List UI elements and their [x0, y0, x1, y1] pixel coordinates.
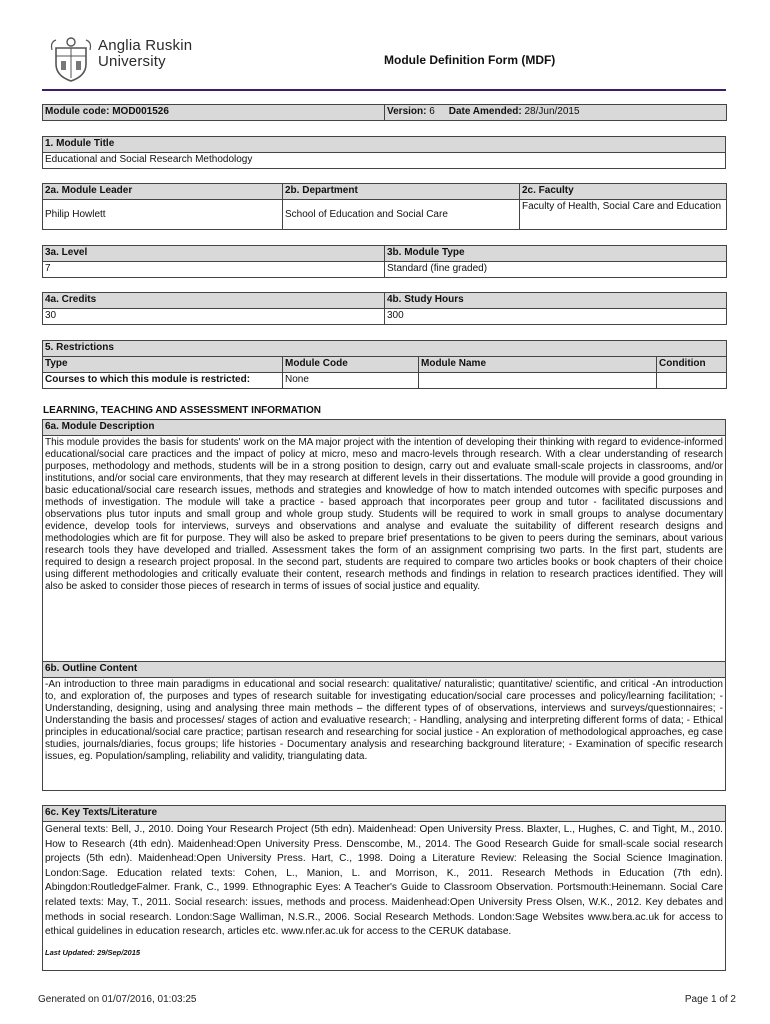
lta-heading: LEARNING, TEACHING AND ASSESSMENT INFORMATION	[43, 405, 321, 416]
restrictions-row-label: Courses to which this module is restricted:	[43, 373, 283, 389]
outline-label: 6b. Outline Content	[43, 662, 726, 678]
restrictions-col-code: Module Code	[283, 357, 419, 373]
level-table	[42, 245, 727, 278]
module-code: Module code: MOD001526	[43, 105, 385, 121]
module-type-label: 3b. Module Type	[385, 246, 727, 262]
crest-icon	[50, 34, 92, 82]
restrictions-col-condition: Condition	[657, 357, 727, 373]
date-amended-value: 28/Jun/2015	[524, 106, 580, 117]
module-title-value: Educational and Social Research Methodology	[43, 153, 726, 169]
credits-value: 30	[43, 309, 385, 325]
level-label: 3a. Level	[43, 246, 385, 262]
restrictions-label: 5. Restrictions	[43, 341, 727, 357]
description-text: This module provides the basis for students' work on the MA major project with the intention of developing their thinking with regard to evidence-informed educational/social care practices and the impact of policy at micro, meso and macro-levels through research. With a clear understanding of research purposes, methodology and methods, students will be in a strong position to design, carry out and evaluate small-scale projects in classrooms, and/or institutions, and/or social care environments, that they may research at different levels in their dissertations. The module will provide a good grounding in basic educational/social care research issues, methods and strategies and knowledge of how to match intended outcomes with specific purposes and methods of investigation. The module will take a practice - based approach that incorporates peer group and tutor - facilitated discussions and observations plus tutor inputs and small group and whole group study. Students will be required to work in small groups to analyse documentary evidence, develop tools for interviews, surveys and observations and analyse and evaluate the suitability of different research designs and methodologies which are fit for purpose. They will also be asked to prepare brief presentations to be given to peers during the seminars, about various research tools they have developed and trialled. Assessment takes the form of an assignment comprising two parts. In the first part, students are required to design a research project proposal. In the second part, students are required to compare two articles books or book chapters of their choice using different methodologies and critically evaluate their content, research methods and findings in relation to research practices identified. They will also be asked to consider those pieces of research in terms of issues of social justice and equality.	[43, 436, 726, 663]
module-leader-table	[42, 183, 727, 230]
credits-label: 4a. Credits	[43, 293, 385, 309]
module-title-label: 1. Module Title	[43, 137, 726, 153]
header-divider	[42, 89, 726, 91]
faculty-value: Faculty of Health, Social Care and Education	[520, 200, 727, 230]
description-label: 6a. Module Description	[43, 420, 726, 436]
study-hours-label: 4b. Study Hours	[385, 293, 727, 309]
university-logo	[50, 34, 210, 84]
faculty-label: 2c. Faculty	[520, 184, 727, 200]
module-title-table	[42, 136, 726, 169]
study-hours-value: 300	[385, 309, 727, 325]
restrictions-table	[42, 340, 727, 389]
restrictions-row-code: None	[283, 373, 419, 389]
literature-label: 6c. Key Texts/Literature	[43, 806, 726, 822]
restrictions-col-name: Module Name	[419, 357, 657, 373]
credits-table	[42, 292, 727, 325]
date-amended-label: Date Amended:	[448, 106, 522, 117]
module-leader-value: Philip Howlett	[43, 200, 283, 230]
literature-text: General texts: Bell, J., 2010. Doing Your Research Project (5th edn). Maidenhead: Open University Press. Blaxter, L., Hughes, C. and Tight, M., 2010. How to Research (4th edn). Maidenhead:Open University Press. Denscombe, M., 2014. The Good Research Guide for small-scale social research projects (5th edn). Maidenhead:Open University Press. Hart, C., 1998. Doing a Literature Review: Releasing the Social Science Imagination. London:Sage. Education related texts: Cohen, L., Manion, L. and Morrison, K., 2011. Research Methods in Education (7th edn). Abingdon:RoutledgeFalmer. Frank, C., 1999. Ethnographic Eyes: A Teacher's Guide to Classroom Observation. Portsmouth:Heinemann. Social Care related texts: May, T., 2011. Social research: issues, methods and process. Maidenhead:Open University Press Olsen, W.K., 2012. Key debates and methods in social research. London:Sage Walliman, N.S.R., 2006. Social Research Methods. London:Sage Websites www.bera.ac.uk for access to ethical guidelines in education research, articles etc. www.nfer.ac.uk for access to the CERUK database.	[45, 824, 723, 938]
version-date	[385, 105, 727, 121]
description-table	[42, 419, 726, 663]
level-value: 7	[43, 262, 385, 278]
version-label: Version:	[387, 106, 427, 117]
form-title: Module Definition Form (MDF)	[384, 53, 556, 67]
restrictions-row-condition	[657, 373, 727, 389]
logo-line-2: University	[98, 53, 166, 70]
page-number: Page 1 of 2	[684, 994, 736, 1005]
department-value: School of Education and Social Care	[283, 200, 520, 230]
department-label: 2b. Department	[283, 184, 520, 200]
version-value: 6	[429, 106, 435, 117]
literature-table	[42, 805, 726, 971]
last-updated: Last Updated: 29/Sep/2015	[45, 947, 141, 957]
outline-text: -An introduction to three main paradigms in educational and social research: qualitative/ naturalistic; quantitative/ scientific, and critical -An introduction to, and exploration of, the purposes and types of research suitable for investigating education/social care processes and policy/learning facilitation; - Understanding, designing, using and analysing three main methods – the different types of of observations, interviews and surveys/questionnaires; - Understanding the basis and processes/ stages of action and evaluative research; - Handling, analysing and interpreting different forms of data; - Ethical principles in educational/social care practice; partisan research and researching for social justice - An exploration of methodological approaches, eg case studies, journals/diaries, focus groups; life histories - Documentary analysis and researching background literature; - Examination of specific research issues, eg. Population/sampling, reliability and validity, triangulating data.	[43, 678, 726, 791]
module-leader-label: 2a. Module Leader	[43, 184, 283, 200]
module-type-value: Standard (fine graded)	[385, 262, 727, 278]
generated-timestamp: Generated on 01/07/2016, 01:03:25	[38, 994, 197, 1005]
outline-table	[42, 661, 726, 791]
logo-line-1: Anglia Ruskin	[98, 37, 193, 54]
restrictions-row-name	[419, 373, 657, 389]
restrictions-col-type: Type	[43, 357, 283, 373]
module-meta-table	[42, 104, 727, 121]
literature-cell	[43, 822, 726, 971]
